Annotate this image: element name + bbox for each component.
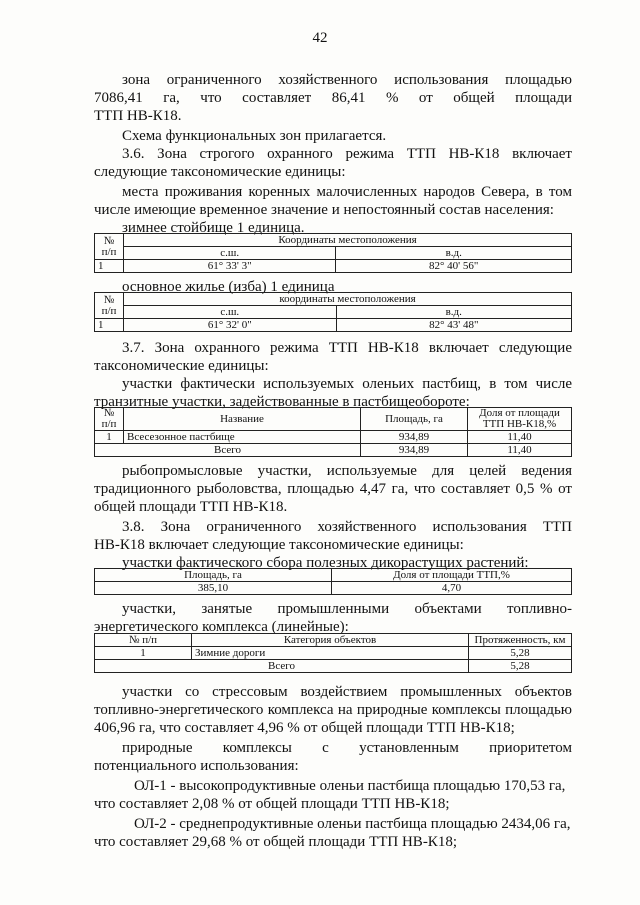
- text-line: участки со стрессовым воздействием промышленных объектов: [122, 684, 572, 700]
- header-lon: в.д.: [336, 247, 572, 260]
- linear-objects-table: [94, 633, 572, 673]
- text-line: 7086,41 га, что составляет 86,41 % от общей площади: [94, 90, 572, 106]
- text-line: следующие таксономические единицы:: [94, 164, 346, 180]
- header-no: № п/п: [95, 234, 124, 260]
- cell-lon: 82° 43' 48": [336, 319, 572, 332]
- header-name: Название: [124, 408, 361, 431]
- table-row: [95, 319, 572, 332]
- header-share: Доля от площади ТТП,%: [332, 569, 572, 582]
- table-row: [95, 582, 572, 595]
- cell-category: Зимние дороги: [192, 647, 469, 660]
- pastures-table: [94, 407, 572, 457]
- header-share: Доля от площади ТТП НВ-К18,%: [468, 408, 572, 431]
- text-line: участки фактически используемых оленьих пастбищ, в том числе: [122, 376, 572, 392]
- header-lat: с.ш.: [124, 306, 337, 319]
- text-line: традиционного рыболовства, площадью 4,47 га, что составляет 0,5 % от: [94, 481, 572, 497]
- text-line: 406,96 га, что составляет 4,96 % от общей площади ТТП НВ-К18;: [94, 720, 515, 736]
- table-row: [95, 431, 572, 444]
- text-line: НВ-К18 включает следующие таксономические единицы:: [94, 537, 464, 553]
- text-line: рыбопромысловые участки, используемые для целей ведения: [122, 463, 572, 479]
- table-caption: участки фактического сбора полезных дикорастущих растений:: [122, 555, 529, 571]
- cell-name: Всесезонное пастбище: [124, 431, 361, 444]
- text-line: что составляет 29,68 % от общей площади ТТП НВ-К18;: [94, 834, 457, 850]
- text-line: ОЛ-2 - среднепродуктивные оленьи пастбища площадью 2434,06 га,: [134, 816, 571, 832]
- text-line: таксономические единицы:: [94, 358, 269, 374]
- cell-area: 385,10: [95, 582, 332, 595]
- text-line: зона ограниченного хозяйственного использования площадью: [122, 72, 572, 88]
- header-no: № п/п: [95, 293, 124, 319]
- total-length: 5,28: [469, 660, 572, 673]
- table-total-row: [95, 444, 572, 457]
- cell-no: 1: [95, 319, 124, 332]
- table-row: [95, 260, 572, 273]
- cell-share: 11,40: [468, 431, 572, 444]
- header-area: Площадь, га: [95, 569, 332, 582]
- text-line: природные комплексы с установленным приоритетом: [122, 740, 572, 756]
- header-no: № п/п: [95, 408, 124, 431]
- cell-lon: 82° 40' 56": [336, 260, 572, 273]
- total-label: Всего: [95, 660, 469, 673]
- text-line: Схема функциональных зон прилагается.: [122, 128, 387, 144]
- text-line: энергетического комплекса (линейные):: [94, 619, 349, 635]
- header-area: Площадь, га: [361, 408, 468, 431]
- table-row: [95, 647, 572, 660]
- section-heading: 3.7. Зона охранного режима ТТП НВ-К18 включает следующие: [122, 340, 572, 356]
- total-area: 934,89: [361, 444, 468, 457]
- page-number: 42: [312, 30, 328, 46]
- cell-length: 5,28: [469, 647, 572, 660]
- coordinates-table-winter-camp: [94, 233, 572, 273]
- table-total-row: [95, 660, 572, 673]
- cell-no: 1: [95, 647, 192, 660]
- text-line: потенциального использования:: [94, 758, 299, 774]
- text-line: участки, занятые промышленными объектами топливно-: [122, 601, 572, 617]
- text-line: числе имеющие временное значение и непостоянный состав населения:: [94, 202, 554, 218]
- table-caption: основное жилье (изба) 1 единица: [122, 279, 335, 295]
- coordinates-table-hut: [94, 292, 572, 332]
- header-lat: с.ш.: [124, 247, 336, 260]
- header-coords: координаты местоположения: [124, 293, 572, 306]
- cell-share: 4,70: [332, 582, 572, 595]
- text-line: топливно-энергетического комплекса на природные комплексы площадью: [94, 702, 572, 718]
- text-line: что составляет 2,08 % от общей площади ТТП НВ-К18;: [94, 796, 450, 812]
- text-line: ТТП НВ-К18.: [94, 108, 182, 124]
- total-label: Всего: [95, 444, 361, 457]
- text-line: транзитные участки, задействованные в пастбищеобороте:: [94, 394, 470, 410]
- cell-no: 1: [95, 431, 124, 444]
- cell-area: 934,89: [361, 431, 468, 444]
- plants-collection-table: [94, 568, 572, 595]
- cell-no: 1: [95, 260, 124, 273]
- header-category: Категория объектов: [192, 634, 469, 647]
- total-share: 11,40: [468, 444, 572, 457]
- cell-lat: 61° 33' 3": [124, 260, 336, 273]
- table-caption: зимнее стойбище 1 единица.: [122, 220, 305, 236]
- header-length: Протяженность, км: [469, 634, 572, 647]
- section-heading: 3.6. Зона строгого охранного режима ТТП НВ-К18 включает: [122, 146, 572, 162]
- cell-lat: 61° 32' 0": [124, 319, 337, 332]
- text-line: места проживания коренных малочисленных народов Севера, в том: [122, 184, 572, 200]
- header-no: № п/п: [95, 634, 192, 647]
- text-line: общей площади ТТП НВ-К18.: [94, 499, 288, 515]
- section-heading: 3.8. Зона ограниченного хозяйственного использования ТТП: [122, 519, 572, 535]
- text-line: ОЛ-1 - высокопродуктивные оленьи пастбища площадью 170,53 га,: [134, 778, 566, 794]
- header-coords: Координаты местоположения: [124, 234, 572, 247]
- header-lon: в.д.: [336, 306, 572, 319]
